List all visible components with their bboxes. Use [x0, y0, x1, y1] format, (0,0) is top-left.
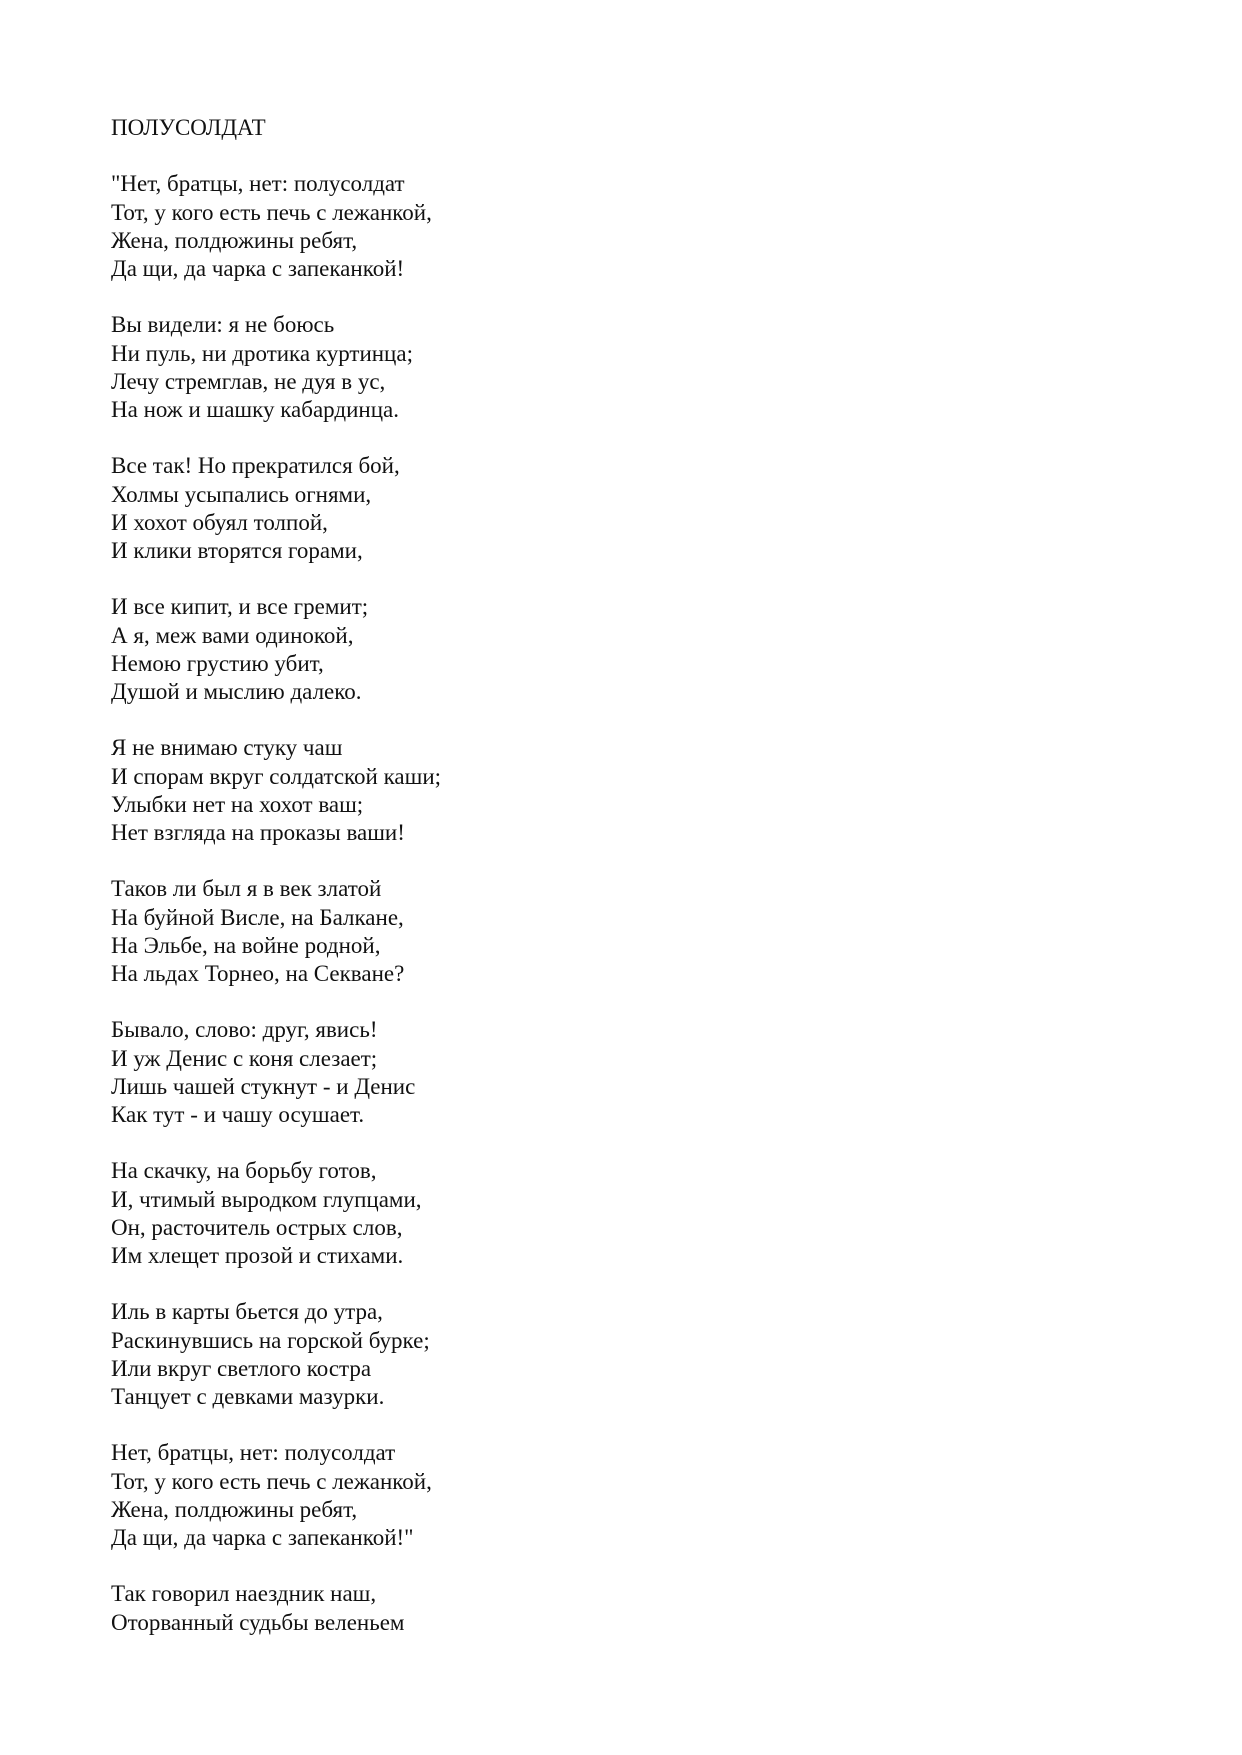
- poem-line: На нож и шашку кабардинца.: [111, 397, 399, 422]
- stanza: [111, 170, 911, 283]
- poem-line: Оторванный судьбы веленьем: [111, 1609, 405, 1635]
- poem-line: Бывало, слово: друг, явись!: [111, 1017, 378, 1043]
- poem-line: Так говорил наездник наш,: [111, 1581, 377, 1607]
- poem-line: И уж Денис с коня слезает;: [111, 1045, 378, 1071]
- poem-line: Раскинувшись на горской бурке;: [111, 1327, 430, 1353]
- poem-line: Жена, полдюжины ребят,: [111, 1496, 358, 1522]
- poem-line: Тот, у кого есть печь с лежанкой,: [111, 199, 432, 225]
- poem-line: Душой и мыслию далеко.: [111, 679, 362, 704]
- poem-line: Да щи, да чарка с запеканкой!": [111, 1525, 414, 1550]
- stanza: [111, 1016, 911, 1129]
- stanza-list: [111, 170, 911, 1636]
- stanza: [111, 452, 911, 565]
- poem-line: Иль в карты бьется до утра,: [111, 1299, 383, 1325]
- poem-line: На буйной Висле, на Балкане,: [111, 904, 404, 930]
- poem-line: Улыбки нет на хохот ваш;: [111, 791, 364, 817]
- poem-line: Или вкруг светлого костра: [111, 1355, 372, 1381]
- poem-line: Нет, братцы, нет: полусолдат: [111, 1440, 396, 1466]
- poem-body: [111, 114, 911, 1665]
- poem-line: "Нет, братцы, нет: полусолдат: [111, 171, 405, 197]
- poem-line: Тот, у кого есть печь с лежанкой,: [111, 1468, 432, 1494]
- poem-line: На льдах Торнео, на Секване?: [111, 961, 405, 986]
- stanza: [111, 875, 911, 988]
- stanza: [111, 734, 911, 847]
- poem-line: Им хлещет прозой и стихами.: [111, 1243, 404, 1268]
- poem-line: Я не внимаю стуку чаш: [111, 735, 343, 761]
- stanza: [111, 593, 911, 706]
- poem-line: Да щи, да чарка с запеканкой!: [111, 256, 405, 281]
- poem-line: Холмы усыпались огнями,: [111, 481, 372, 507]
- poem-title: ПОЛУСОЛДАТ: [111, 115, 266, 140]
- poem-line: На Эльбе, на войне родной,: [111, 932, 381, 958]
- poem-line: Ни пуль, ни дротика куртинца;: [111, 340, 413, 366]
- poem-line: А я, меж вами одинокой,: [111, 622, 354, 648]
- poem-line: Лишь чашей стукнут - и Денис: [111, 1073, 416, 1099]
- poem-line: Лечу стремглав, не дуя в ус,: [111, 368, 386, 394]
- poem-line: Как тут - и чашу осушает.: [111, 1102, 365, 1127]
- poem-line: И хохот обуял толпой,: [111, 509, 328, 535]
- stanza: [111, 311, 911, 424]
- stanza: [111, 1439, 911, 1552]
- poem-line: Таков ли был я в век златой: [111, 876, 382, 902]
- poem-line: Он, расточитель острых слов,: [111, 1214, 403, 1240]
- stanza: [111, 1580, 911, 1636]
- poem-line: И спорам вкруг солдатской каши;: [111, 763, 442, 789]
- poem-line: И, чтимый выродком глупцами,: [111, 1186, 422, 1212]
- stanza: [111, 1298, 911, 1411]
- poem-line: Танцует с девками мазурки.: [111, 1384, 385, 1409]
- poem-line: Немою грустию убит,: [111, 650, 324, 676]
- poem-line: И клики вторятся горами,: [111, 538, 363, 563]
- poem-line: И все кипит, и все гремит;: [111, 594, 369, 620]
- poem-line: Нет взгляда на проказы ваши!: [111, 820, 405, 845]
- poem-line: Вы видели: я не боюсь: [111, 312, 335, 338]
- stanza: [111, 1157, 911, 1270]
- poem-line: Жена, полдюжины ребят,: [111, 227, 358, 253]
- poem-line: Все так! Но прекратился бой,: [111, 453, 400, 479]
- poem-line: На скачку, на борьбу готов,: [111, 1158, 377, 1184]
